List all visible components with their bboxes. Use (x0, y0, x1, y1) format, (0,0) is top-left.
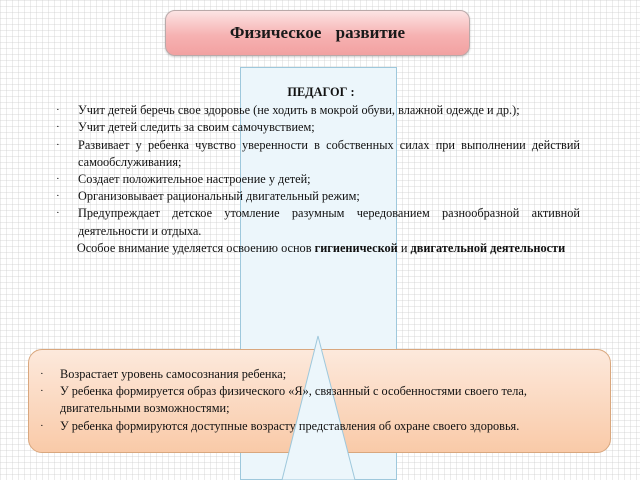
teacher-item: · Развивает у ребенка чувство уверенности в собственных силах при выполнении действий самообслуживания; (56, 137, 580, 169)
bullet-icon: · (56, 207, 60, 220)
bullet-icon: · (40, 385, 44, 398)
outcomes-text-block (40, 366, 602, 435)
teacher-note (62, 240, 580, 257)
note-prefix: Особое внимание уделяется освоению основ (76, 240, 312, 255)
outcome-item: · У ребенка формируются доступные возрасту представления об охране своего здоровья. (40, 418, 602, 435)
bullet-icon: · (56, 138, 60, 151)
teacher-item: · Учит детей беречь свое здоровье (не ходить в мокрой обуви, влажной одежде и др.); (62, 102, 580, 119)
outcome-item: · У ребенка формируется образ физического «Я», связанный с особенностями своего тела, двигательными возможностями; (40, 384, 527, 416)
outcome-item: · Возрастает уровень самосознания ребенка; (40, 366, 602, 383)
teacher-item: · Учит детей следить за своим самочувствием; (62, 119, 580, 136)
bullet-icon: · (56, 190, 60, 203)
teacher-heading: ПЕДАГОГ : (287, 85, 355, 99)
teacher-item: · Создает положительное настроение у детей; (62, 171, 580, 188)
bullet-icon: · (56, 121, 60, 134)
bullet-icon: · (56, 104, 60, 117)
bullet-icon: · (40, 419, 44, 432)
note-bold-hygienic: гигиенической (314, 240, 398, 255)
page-title: Физическое развитие (229, 23, 406, 42)
note-bold-motor: двигательной деятельности (410, 240, 566, 255)
bullet-icon: · (56, 173, 60, 186)
teacher-item: · Организовывает рациональный двигательный режим; (62, 188, 580, 205)
bullet-icon: · (40, 368, 44, 380)
teacher-text-block (56, 84, 580, 257)
title-box (165, 10, 470, 56)
note-and: и (400, 240, 408, 255)
teacher-item: · Предупреждает детское утомление разумным чередованием разнообразной активной деятельности и отдыха. (56, 206, 580, 238)
